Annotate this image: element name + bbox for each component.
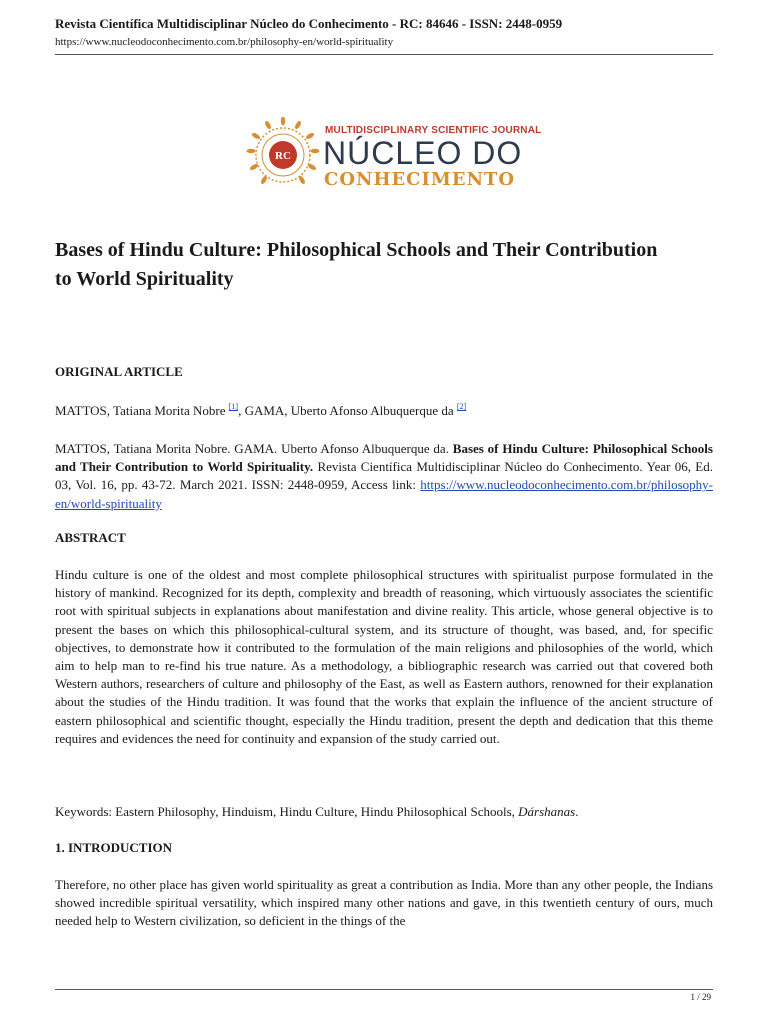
footnote-link-1[interactable]: [1] [228,402,239,411]
abstract-heading: ABSTRACT [55,530,126,545]
logo-name-line2: CONHECIMENTO [324,169,516,190]
citation-paragraph [55,440,713,513]
seal-badge-text: RC [275,150,291,162]
footer-divider [55,989,713,990]
header-url: https://www.nucleodoconhecimento.com.br/philosophy-en/world-spirituality [55,36,394,48]
author-2: , GAMA, Uberto Afonso Albuquerque da [238,403,457,418]
citation-details: Revista Científica Multidisciplinar Núcleo do Conhecimento. Year 06, Ed. 03, Vol. 16, pp. 43-72. March 2021. ISSN: 2448-0959, Access link: [55,459,714,493]
introduction-text: Therefore, no other place has given world spirituality as great a contribution as India. More than any other people, the Indians showed incredible spiritual versatility, which inspired many other nations and gave, in this twentieth century of ours, much needed help to Western civilization, so deficient in the things of the [55,877,713,929]
citation-authors: MATTOS, Tatiana Morita Nobre. GAMA. Uberto Afonso Albuquerque da. [55,441,453,456]
page-number: 1 / 29 [690,992,711,1002]
citation-access-link[interactable]: https://www.nucleodoconhecimento.com.br/philosophy-en/world-spirituality [55,477,713,511]
journal-header: Revista Científica Multidisciplinar Núcleo do Conhecimento - RC: 84646 - ISSN: 2448-0959 [55,16,563,31]
header-divider [55,54,713,55]
keywords-end: . [575,804,579,819]
introduction-heading: 1. INTRODUCTION [55,840,173,855]
logo-tagline: MULTIDISCIPLINARY SCIENTIFIC JOURNAL [325,125,542,136]
citation-title: Bases of Hindu Culture: Philosophical Schools and Their Contribution to World Spirituality. [55,441,713,475]
article-title: Bases of Hindu Culture: Philosophical Schools and Their Contribution to World Spirituality [55,239,658,290]
abstract-text: Hindu culture is one of the oldest and most complete philosophical structures with spiritualist purpose formulated in the history of mankind. Recognized for its depth, complexity and breadth of reasoning, which virtuously associates the scientific root with spiritual subjects in explanations about manifestation and divine reality. This article, whose general objective is to present the bases on which this philosophical-cultural system, and its structure of thought, was based, and, for specific objectives, to demonstrate how it contributed to the formulation of the main religions and philosophies of the world, which aim to help man to re-find his true nature. As a methodology, a bibliographic research was carried out that covered both Western authors, researchers of culture and philosophy of the East, as well as Eastern authors, renowned for their explanation about the studies of the Hindu tradition. It was found that the works that explain the influence of the ancient structure of eastern philosophical and scientific thought, especially the Hindu tradition, present the depth and dedication that this theme requires and evidences the need for continuity and expansion of the study carried out. [55,567,713,746]
footnote-link-2[interactable]: [2] [456,402,467,411]
keywords-text: Keywords: Eastern Philosophy, Hinduism, Hindu Culture, Hindu Philosophical Schools, [55,804,519,819]
article-type: ORIGINAL ARTICLE [55,364,183,379]
laurel-seal-icon [245,117,321,193]
document-page [55,0,713,1024]
logo-name-line1: NÚCLEO DO [323,135,523,171]
author-line [55,402,466,419]
keywords-italic: Dárshanas [518,804,576,819]
author-1: MATTOS, Tatiana Morita Nobre [55,403,229,418]
keywords-line [55,804,579,820]
journal-logo [245,115,545,195]
